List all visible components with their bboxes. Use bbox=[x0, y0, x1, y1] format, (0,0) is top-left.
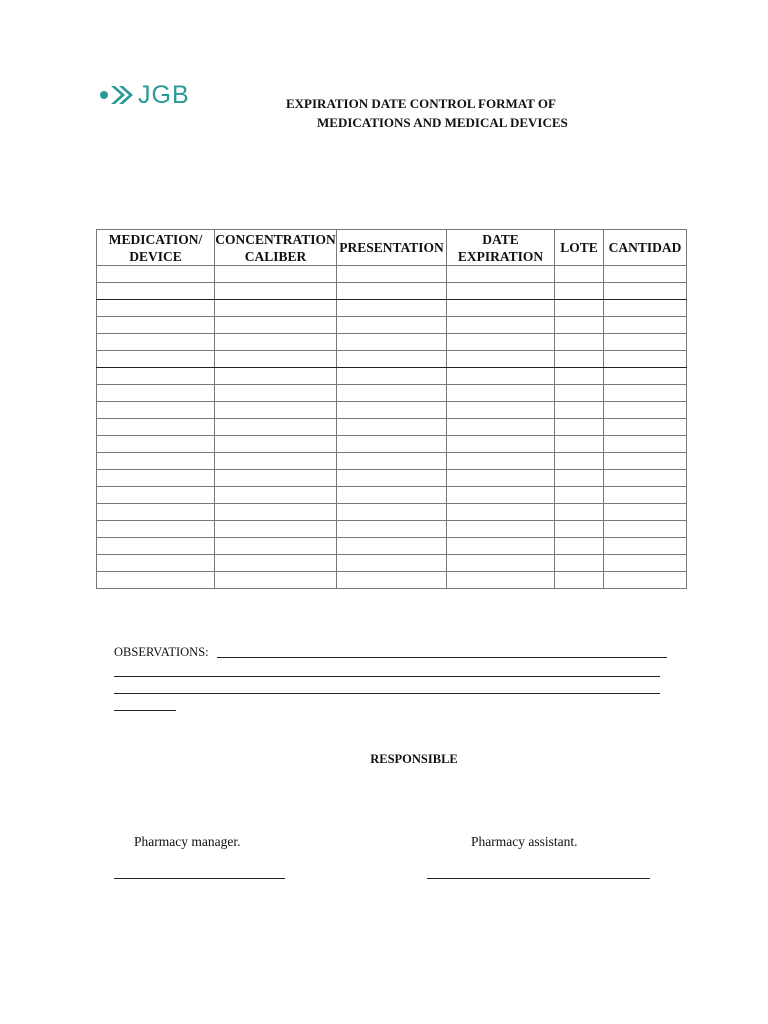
table-cell[interactable] bbox=[447, 283, 555, 300]
table-cell[interactable] bbox=[555, 555, 604, 572]
table-cell[interactable] bbox=[447, 385, 555, 402]
table-cell[interactable] bbox=[215, 402, 337, 419]
table-cell[interactable] bbox=[337, 521, 447, 538]
table-cell[interactable] bbox=[97, 283, 215, 300]
table-cell[interactable] bbox=[215, 453, 337, 470]
table-row bbox=[97, 317, 687, 334]
table-cell[interactable] bbox=[447, 266, 555, 283]
table-cell[interactable] bbox=[555, 453, 604, 470]
table-cell[interactable] bbox=[604, 266, 687, 283]
table-cell[interactable] bbox=[215, 283, 337, 300]
table-cell[interactable] bbox=[447, 334, 555, 351]
table-cell[interactable] bbox=[555, 300, 604, 317]
header-concentration-caliber: CONCENTRATION CALIBER bbox=[215, 231, 336, 264]
table-cell[interactable] bbox=[337, 385, 447, 402]
table-cell[interactable] bbox=[215, 368, 337, 385]
observations-label: OBSERVATIONS: bbox=[114, 645, 209, 659]
table-cell[interactable] bbox=[97, 521, 215, 538]
table-cell[interactable] bbox=[447, 368, 555, 385]
observations-line-2[interactable] bbox=[114, 676, 660, 677]
table-row bbox=[97, 487, 687, 504]
table-cell[interactable] bbox=[337, 300, 447, 317]
table-cell[interactable] bbox=[215, 385, 337, 402]
table-cell[interactable] bbox=[604, 402, 687, 419]
table-cell[interactable] bbox=[97, 504, 215, 521]
table-cell[interactable] bbox=[604, 521, 687, 538]
table-cell[interactable] bbox=[604, 368, 687, 385]
table-cell[interactable] bbox=[215, 487, 337, 504]
header-presentation: PRESENTATION bbox=[337, 230, 447, 266]
table-cell[interactable] bbox=[447, 555, 555, 572]
table-cell[interactable] bbox=[555, 487, 604, 504]
table-cell[interactable] bbox=[215, 521, 337, 538]
table-row bbox=[97, 538, 687, 555]
table-cell[interactable] bbox=[604, 436, 687, 453]
table-cell[interactable] bbox=[337, 538, 447, 555]
table-cell[interactable] bbox=[97, 266, 215, 283]
table-row bbox=[97, 385, 687, 402]
table-cell[interactable] bbox=[447, 453, 555, 470]
table-cell[interactable] bbox=[555, 402, 604, 419]
table-cell[interactable] bbox=[447, 504, 555, 521]
table-cell[interactable] bbox=[447, 351, 555, 368]
table-cell[interactable] bbox=[97, 300, 215, 317]
table-cell[interactable] bbox=[555, 385, 604, 402]
table-row bbox=[97, 470, 687, 487]
table-cell[interactable] bbox=[337, 368, 447, 385]
table-cell[interactable] bbox=[555, 266, 604, 283]
table-cell[interactable] bbox=[447, 436, 555, 453]
table-cell[interactable] bbox=[555, 538, 604, 555]
table-cell[interactable] bbox=[97, 487, 215, 504]
table-cell[interactable] bbox=[447, 402, 555, 419]
pharmacy-assistant-label: Pharmacy assistant. bbox=[471, 834, 578, 849]
table-cell[interactable] bbox=[337, 402, 447, 419]
table-cell[interactable] bbox=[447, 521, 555, 538]
table-row bbox=[97, 572, 687, 589]
header-date-expiration: DATE EXPIRATION bbox=[447, 230, 555, 266]
table-cell[interactable] bbox=[604, 572, 687, 589]
table-cell[interactable] bbox=[337, 555, 447, 572]
table-row bbox=[97, 555, 687, 572]
table-cell[interactable] bbox=[215, 436, 337, 453]
table-row bbox=[97, 453, 687, 470]
table-row bbox=[97, 402, 687, 419]
jgb-logo-mark-icon bbox=[98, 82, 142, 108]
table-row bbox=[97, 368, 687, 385]
table-cell[interactable] bbox=[215, 419, 337, 436]
table-cell[interactable] bbox=[604, 334, 687, 351]
table-cell[interactable] bbox=[337, 572, 447, 589]
logo-text: JGB bbox=[138, 81, 190, 109]
table-cell[interactable] bbox=[337, 419, 447, 436]
table-cell[interactable] bbox=[337, 504, 447, 521]
table-cell[interactable] bbox=[604, 453, 687, 470]
table-cell[interactable] bbox=[447, 487, 555, 504]
table-cell[interactable] bbox=[97, 351, 215, 368]
table-cell[interactable] bbox=[555, 436, 604, 453]
table-cell[interactable] bbox=[337, 436, 447, 453]
table-cell[interactable] bbox=[555, 504, 604, 521]
table-cell[interactable] bbox=[604, 487, 687, 504]
observations-line-1[interactable] bbox=[217, 657, 667, 658]
header-medication-device: MEDICATION/ DEVICE bbox=[97, 230, 215, 266]
table-cell[interactable] bbox=[555, 334, 604, 351]
table-cell[interactable] bbox=[215, 317, 337, 334]
document-title-line-1: EXPIRATION DATE CONTROL FORMAT OF bbox=[286, 96, 556, 111]
table-cell[interactable] bbox=[447, 317, 555, 334]
table-cell[interactable] bbox=[604, 317, 687, 334]
table-cell[interactable] bbox=[97, 419, 215, 436]
control-table bbox=[96, 229, 687, 589]
table-row bbox=[97, 300, 687, 317]
table-cell[interactable] bbox=[215, 572, 337, 589]
table-cell[interactable] bbox=[555, 351, 604, 368]
table-cell[interactable] bbox=[215, 266, 337, 283]
observations-line-4[interactable] bbox=[114, 710, 176, 711]
table-cell[interactable] bbox=[97, 538, 215, 555]
table-cell[interactable] bbox=[604, 555, 687, 572]
table-cell[interactable] bbox=[97, 368, 215, 385]
table-row bbox=[97, 334, 687, 351]
table-cell[interactable] bbox=[447, 538, 555, 555]
table-cell[interactable] bbox=[97, 402, 215, 419]
table-cell[interactable] bbox=[447, 572, 555, 589]
table-cell[interactable] bbox=[604, 538, 687, 555]
table-cell[interactable] bbox=[555, 368, 604, 385]
table-cell[interactable] bbox=[555, 470, 604, 487]
table-cell[interactable] bbox=[215, 334, 337, 351]
table-cell[interactable] bbox=[604, 419, 687, 436]
table-cell[interactable] bbox=[97, 470, 215, 487]
header-lote: LOTE bbox=[555, 230, 604, 266]
pharmacy-assistant-signature-line[interactable] bbox=[427, 878, 650, 879]
table-cell[interactable] bbox=[555, 283, 604, 300]
table-row bbox=[97, 419, 687, 436]
header-cantidad: CANTIDAD bbox=[604, 230, 687, 266]
table-header-row bbox=[97, 230, 687, 266]
observations-line-3[interactable] bbox=[114, 693, 660, 694]
table-cell[interactable] bbox=[215, 470, 337, 487]
table-cell[interactable] bbox=[215, 538, 337, 555]
table-cell[interactable] bbox=[215, 300, 337, 317]
table-cell[interactable] bbox=[337, 317, 447, 334]
pharmacy-manager-label: Pharmacy manager. bbox=[134, 834, 241, 849]
table-row bbox=[97, 266, 687, 283]
table-cell[interactable] bbox=[604, 300, 687, 317]
table-cell[interactable] bbox=[215, 351, 337, 368]
table-row bbox=[97, 436, 687, 453]
table-cell[interactable] bbox=[337, 266, 447, 283]
table-cell[interactable] bbox=[604, 283, 687, 300]
table-cell[interactable] bbox=[337, 351, 447, 368]
table-cell[interactable] bbox=[97, 334, 215, 351]
table-row bbox=[97, 351, 687, 368]
table-cell[interactable] bbox=[215, 555, 337, 572]
document-title-line-2: MEDICATIONS AND MEDICAL DEVICES bbox=[317, 115, 568, 130]
table-cell[interactable] bbox=[215, 504, 337, 521]
table-cell[interactable] bbox=[604, 385, 687, 402]
table-cell[interactable] bbox=[555, 572, 604, 589]
table-cell[interactable] bbox=[604, 470, 687, 487]
table-cell[interactable] bbox=[337, 470, 447, 487]
table-cell[interactable] bbox=[337, 487, 447, 504]
pharmacy-manager-signature-line[interactable] bbox=[114, 878, 285, 879]
table-cell[interactable] bbox=[337, 453, 447, 470]
company-logo bbox=[98, 82, 190, 108]
table-cell[interactable] bbox=[97, 385, 215, 402]
table-cell[interactable] bbox=[97, 317, 215, 334]
table-cell[interactable] bbox=[97, 555, 215, 572]
table-cell[interactable] bbox=[555, 419, 604, 436]
table-cell[interactable] bbox=[97, 453, 215, 470]
table-row bbox=[97, 504, 687, 521]
table-cell[interactable] bbox=[555, 521, 604, 538]
table-cell[interactable] bbox=[447, 300, 555, 317]
table-cell[interactable] bbox=[555, 317, 604, 334]
table-row bbox=[97, 283, 687, 300]
table-cell[interactable] bbox=[97, 436, 215, 453]
table-row bbox=[97, 521, 687, 538]
table-cell[interactable] bbox=[337, 283, 447, 300]
table-cell[interactable] bbox=[604, 504, 687, 521]
responsible-heading: RESPONSIBLE bbox=[370, 752, 458, 766]
table-cell[interactable] bbox=[447, 470, 555, 487]
table-cell[interactable] bbox=[337, 334, 447, 351]
table-cell[interactable] bbox=[447, 419, 555, 436]
table-cell[interactable] bbox=[604, 351, 687, 368]
table-cell[interactable] bbox=[97, 572, 215, 589]
